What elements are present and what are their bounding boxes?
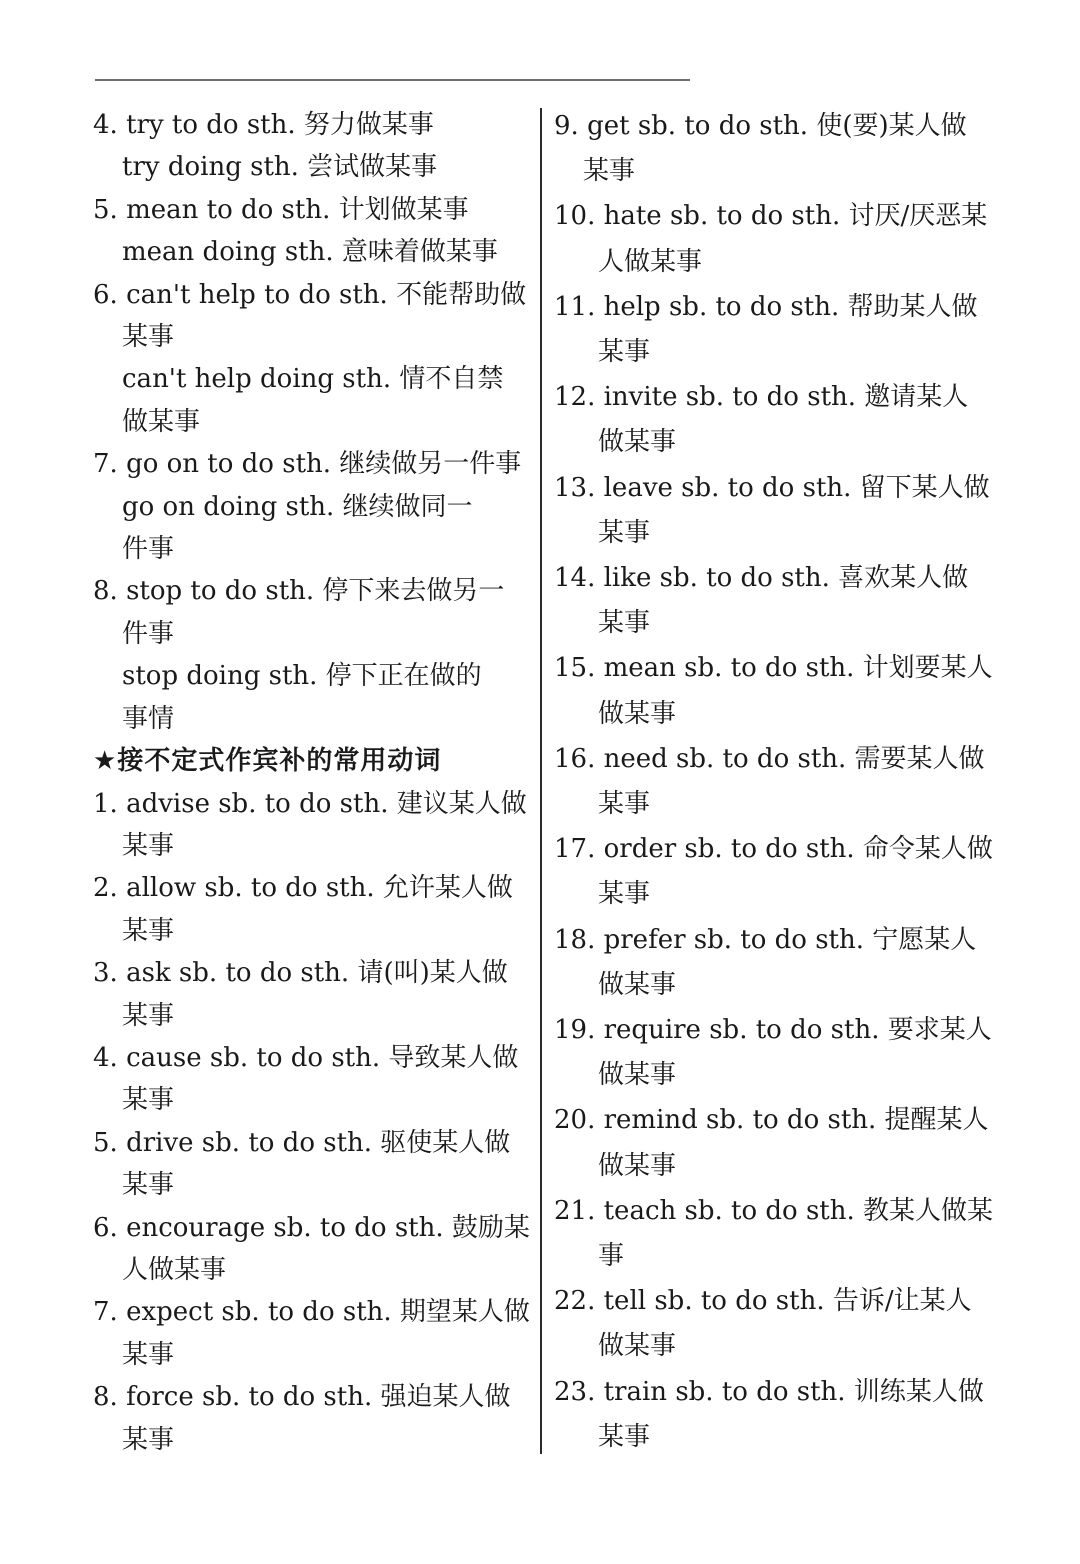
- list-item: [93, 189, 528, 274]
- list-item: [554, 918, 990, 1008]
- entry-line: 做某事: [598, 1150, 677, 1181]
- list-item: [554, 556, 990, 646]
- left-column: [93, 104, 528, 1461]
- entry-line: 某事: [598, 337, 651, 368]
- entry-line: 7. go on to do sth. 继续做另一件事: [93, 449, 522, 480]
- list-item: [554, 1189, 994, 1279]
- entry-line: 5. mean to do sth. 计划做某事: [93, 194, 469, 225]
- entry-line: 做某事: [598, 698, 677, 729]
- entry-line: 6. encourage sb. to do sth. 鼓励某: [93, 1212, 530, 1243]
- entry-line: 2. allow sb. to do sth. 允许某人做: [93, 873, 513, 904]
- entry-line: 16. need sb. to do sth. 需要某人做: [554, 743, 985, 774]
- entry-line: 人做某事: [598, 246, 703, 277]
- list-item: [93, 867, 528, 952]
- entry-line: 做某事: [598, 1060, 677, 1091]
- entry-line: 8. force sb. to do sth. 强迫某人做: [93, 1382, 511, 1413]
- entry-line: 4. try to do sth. 努力做某事: [93, 110, 434, 140]
- list-item: [554, 1008, 990, 1098]
- entry-line: 18. prefer sb. to do sth. 宁愿某人: [554, 924, 977, 955]
- entry-line: 某事: [122, 915, 175, 946]
- list-item: [554, 466, 990, 556]
- entry-line: mean doing sth. 意味着做某事: [122, 237, 498, 268]
- list-item: [554, 646, 993, 736]
- entry-line: 件事: [122, 618, 175, 649]
- list-item: [93, 443, 528, 570]
- entry-line: 7. expect sb. to do sth. 期望某人做: [93, 1297, 530, 1328]
- entry-line: 某事: [598, 517, 651, 548]
- entry-line: 某事: [122, 1424, 175, 1455]
- entry-line: 13. leave sb. to do sth. 留下某人做: [554, 472, 990, 503]
- column-divider: [540, 108, 542, 1454]
- entry-line: 件事: [122, 534, 175, 565]
- entry-line: 15. mean sb. to do sth. 计划要某人: [554, 653, 993, 684]
- entry-line: go on doing sth. 继续做同一: [122, 491, 473, 522]
- list-item: [93, 1291, 528, 1376]
- entry-line: 某事: [598, 789, 651, 820]
- entry-line: try doing sth. 尝试做某事: [122, 152, 438, 183]
- list-item: [554, 827, 993, 917]
- entry-line: 6. can't help to do sth. 不能帮助做: [93, 279, 527, 310]
- list-item: [554, 1098, 990, 1188]
- list-item: [93, 783, 528, 868]
- entry-line: 事: [598, 1241, 625, 1272]
- entry-line: 11. help sb. to do sth. 帮助某人做: [554, 291, 978, 322]
- entry-line: 22. tell sb. to do sth. 告诉/让某人: [554, 1286, 972, 1317]
- entry-line: 人做某事: [122, 1254, 227, 1285]
- list-item: [554, 285, 990, 375]
- right-column: [554, 104, 994, 1460]
- entry-line: can't help doing sth. 情不自禁: [122, 364, 504, 395]
- entry-line: 某事: [122, 1000, 175, 1031]
- entry-line: 21. teach sb. to do sth. 教某人做某: [554, 1195, 994, 1226]
- list-item: [554, 737, 990, 827]
- entry-line: 8. stop to do sth. 停下来去做另一: [93, 576, 505, 607]
- entry-line: 19. require sb. to do sth. 要求某人: [554, 1015, 992, 1046]
- section-heading-text: 接不定式作宾补的常用动词: [117, 746, 442, 777]
- entry-line: 12. invite sb. to do sth. 邀请某人: [554, 382, 969, 413]
- list-item: [554, 375, 990, 465]
- entry-line: 某事: [122, 1339, 175, 1370]
- list-item: [93, 1376, 528, 1461]
- list-item: [93, 1037, 528, 1122]
- entry-line: 1. advise sb. to do sth. 建议某人做: [93, 788, 527, 819]
- list-item: [93, 104, 528, 189]
- list-item: [554, 1370, 990, 1460]
- top-rule: [95, 79, 690, 81]
- star-icon: ★: [93, 746, 118, 777]
- entry-line: 17. order sb. to do sth. 命令某人做: [554, 834, 993, 865]
- list-item: [93, 570, 528, 740]
- entry-line: 某事: [598, 879, 651, 910]
- entry-line: 某事: [583, 156, 636, 187]
- entry-line: 某事: [122, 830, 175, 861]
- entry-line: 某事: [598, 608, 651, 639]
- entry-line: 做某事: [598, 427, 677, 458]
- entry-line: 10. hate sb. to do sth. 讨厌/厌恶某: [554, 201, 988, 232]
- entry-line: 某事: [122, 1170, 175, 1201]
- entry-line: 做某事: [122, 406, 201, 437]
- entry-line: 事情: [122, 703, 175, 734]
- entry-line: 9. get sb. to do sth. 使(要)某人做: [554, 111, 967, 141]
- entry-line: 5. drive sb. to do sth. 驱使某人做: [93, 1127, 511, 1158]
- entry-line: 4. cause sb. to do sth. 导致某人做: [93, 1042, 519, 1073]
- entry-line: 3. ask sb. to do sth. 请(叫)某人做: [93, 958, 508, 989]
- list-item: [93, 952, 528, 1037]
- list-item: [93, 1122, 528, 1207]
- entry-line: 做某事: [598, 969, 677, 1000]
- entry-line: 20. remind sb. to do sth. 提醒某人: [554, 1105, 989, 1136]
- entry-line: stop doing sth. 停下正在做的: [122, 661, 482, 692]
- list-item: [93, 274, 528, 444]
- entry-line: 某事: [122, 1085, 175, 1116]
- entry-line: 做某事: [598, 1331, 677, 1362]
- section-heading: [93, 740, 528, 782]
- entry-line: 某事: [122, 322, 175, 353]
- list-item: [554, 104, 990, 194]
- list-item: [554, 194, 990, 284]
- entry-line: 某事: [598, 1421, 651, 1452]
- list-item: [93, 1207, 528, 1292]
- entry-line: 23. train sb. to do sth. 训练某人做: [554, 1376, 984, 1407]
- entry-line: 14. like sb. to do sth. 喜欢某人做: [554, 563, 969, 594]
- list-item: [554, 1279, 990, 1369]
